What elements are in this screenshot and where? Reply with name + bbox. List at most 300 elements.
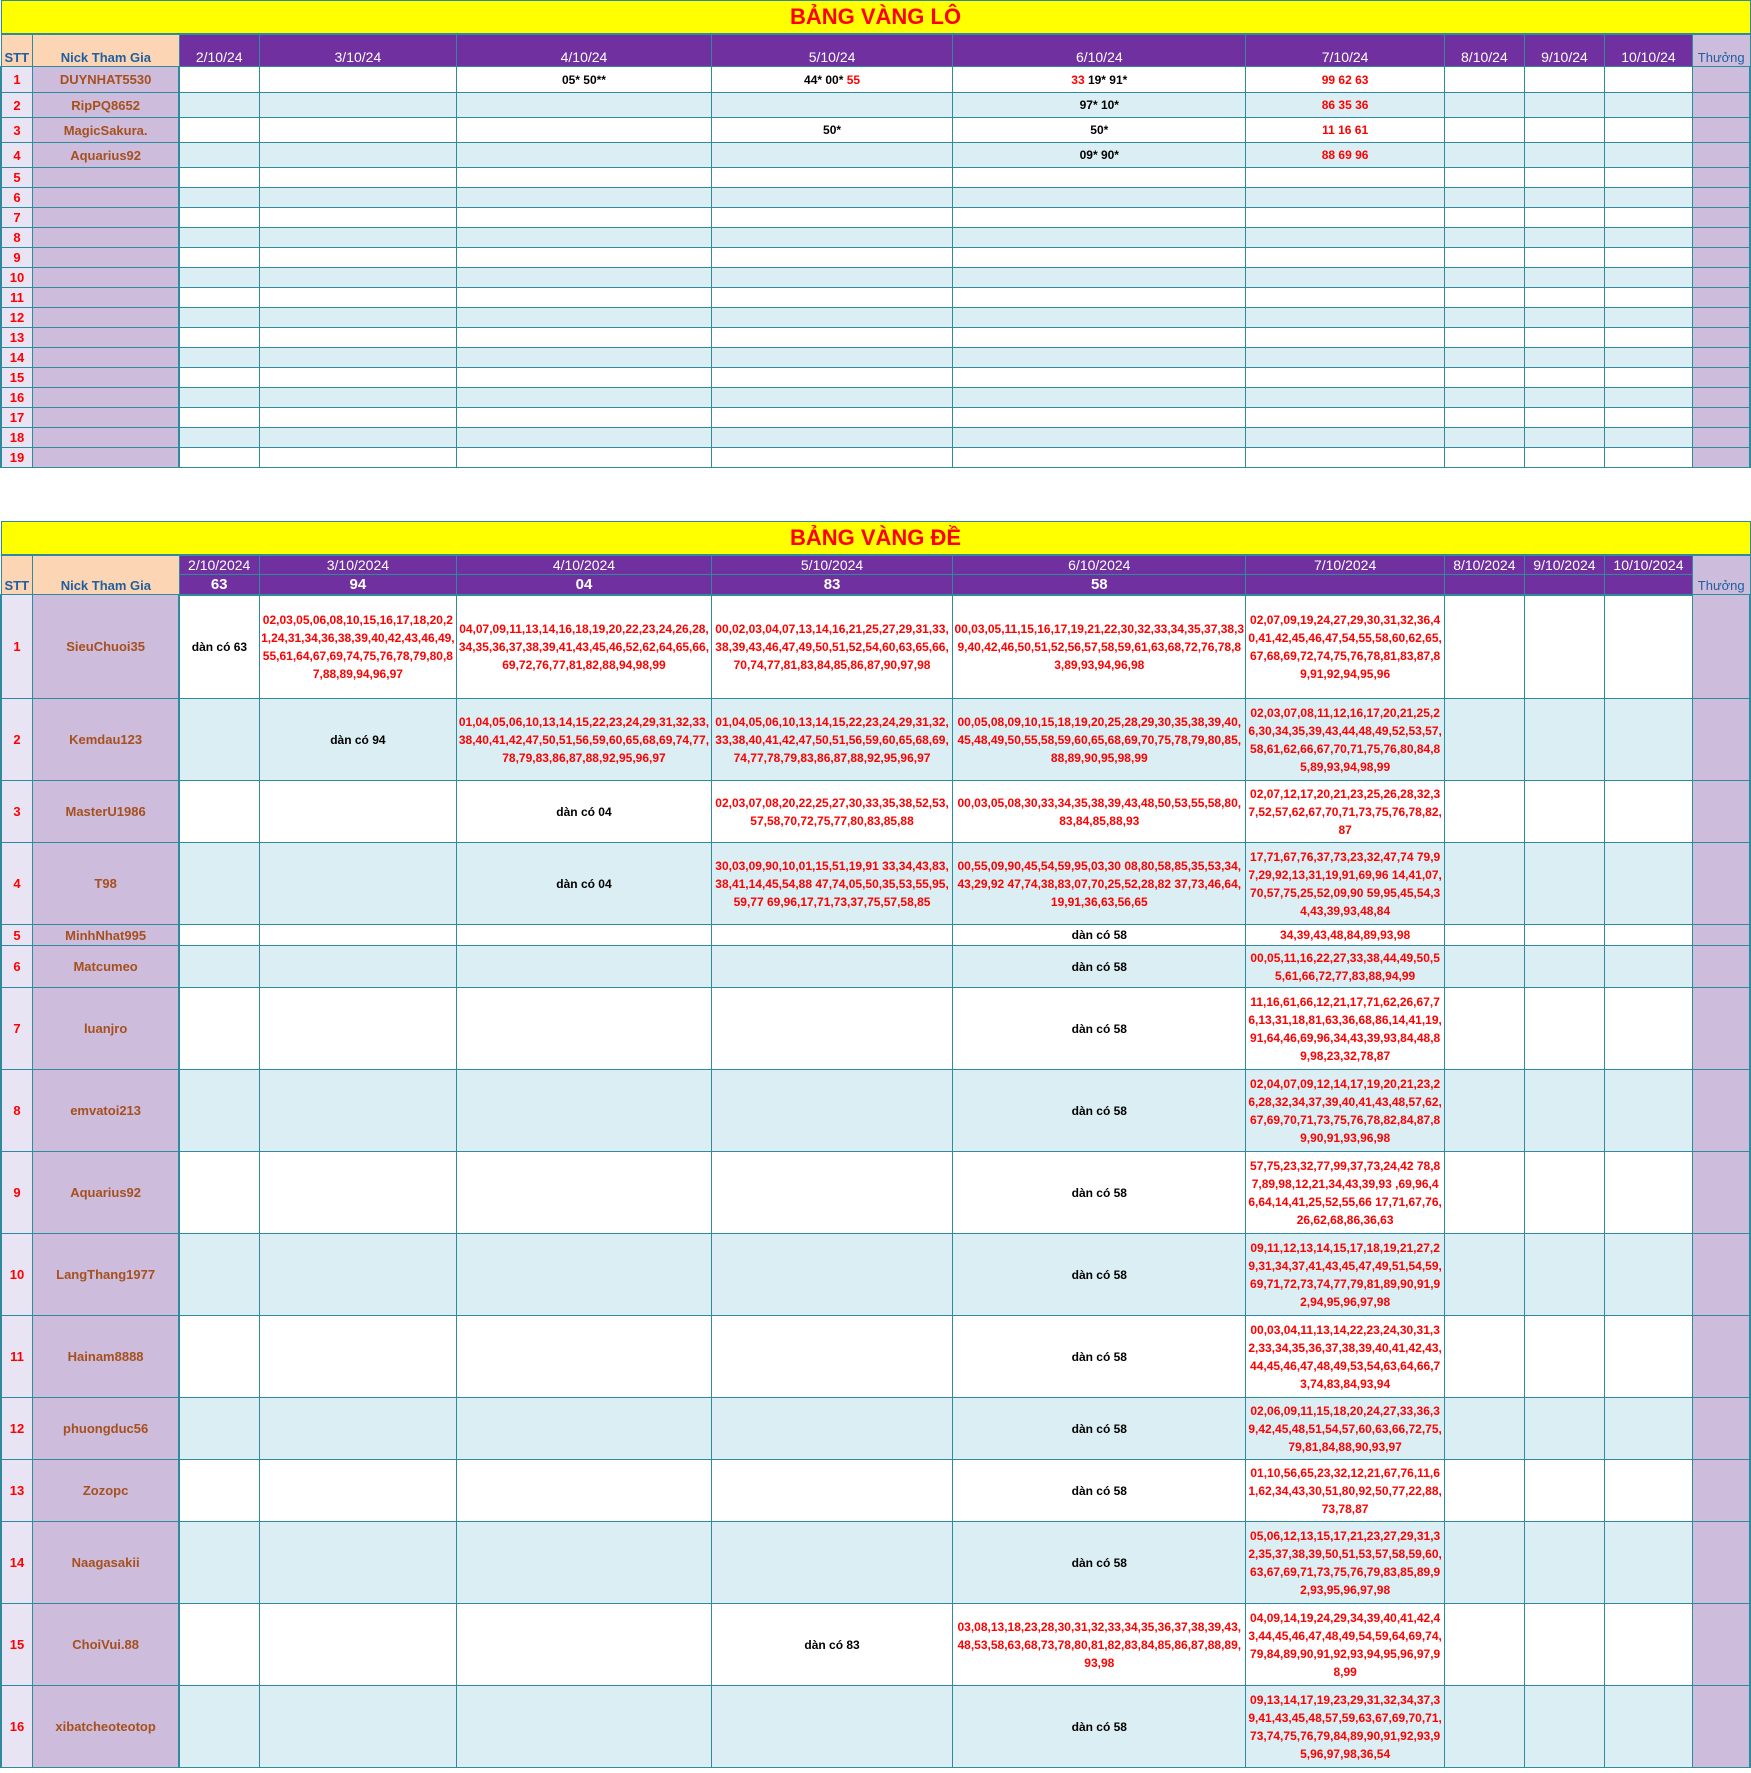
pick-cell: 00,03,05,08,30,33,34,35,38,39,43,48,50,53,55,58,80,83,84,85,88,93 <box>953 781 1246 843</box>
pick-cell <box>1444 118 1524 143</box>
reward-cell <box>1692 228 1750 248</box>
nick-name <box>33 188 180 208</box>
reward-cell <box>1692 143 1750 168</box>
nick-name: MinhNhat995 <box>33 925 180 946</box>
pick-cell <box>1246 368 1444 388</box>
pick-cell <box>457 143 712 168</box>
row-number: 16 <box>1 1686 33 1768</box>
pick-cell <box>1524 781 1604 843</box>
pick-cell <box>179 1522 259 1604</box>
date-header: 3/10/2024 <box>259 555 456 575</box>
pick-cell <box>259 925 456 946</box>
pick-cell <box>1444 67 1524 93</box>
reward-cell <box>1692 67 1750 93</box>
pick-cell <box>179 248 259 268</box>
pick-cell <box>259 1316 456 1398</box>
nick-name: luanjro <box>33 988 180 1070</box>
pick-cell: dàn có 58 <box>953 1460 1246 1522</box>
pick-cell <box>1604 1152 1692 1234</box>
pick-cell <box>1604 388 1692 408</box>
pick-cell <box>1246 228 1444 248</box>
table-row <box>1 118 1750 143</box>
pick-cell <box>179 208 259 228</box>
pick-cell <box>953 388 1246 408</box>
row-number: 18 <box>1 428 33 448</box>
pick-cell <box>711 388 952 408</box>
pick-cell <box>1246 348 1444 368</box>
thuong-header: Thưởng <box>1692 555 1750 595</box>
pick-cell <box>1524 368 1604 388</box>
date-header: 8/10/24 <box>1444 34 1524 67</box>
nick-name: Hainam8888 <box>33 1316 180 1398</box>
pick-cell <box>259 408 456 428</box>
reward-cell <box>1692 1604 1750 1686</box>
pick-cell <box>1524 188 1604 208</box>
reward-cell <box>1692 1398 1750 1460</box>
pick-cell <box>1524 925 1604 946</box>
pick-cell: 88 69 96 <box>1246 143 1444 168</box>
table-row <box>1 428 1750 448</box>
date-header: 9/10/24 <box>1524 34 1604 67</box>
pick-cell <box>1524 268 1604 288</box>
pick-cell <box>179 93 259 118</box>
nick-name <box>33 368 180 388</box>
table-row <box>1 1152 1750 1234</box>
pick-cell <box>711 1070 952 1152</box>
pick-cell <box>953 368 1246 388</box>
pick-cell <box>1524 1234 1604 1316</box>
pick-cell <box>457 988 712 1070</box>
pick-cell <box>953 328 1246 348</box>
table-row <box>1 67 1750 93</box>
pick-cell: 00,03,05,11,15,16,17,19,21,22,30,32,33,34,35,37,38,39,40,42,46,50,51,52,56,57,58,59,61,63,68,72,76,78,83,89,93,94,96,98 <box>953 595 1246 699</box>
pick-cell: 09,13,14,17,19,23,29,31,32,34,37,39,41,43,45,48,57,59,63,67,69,70,71,73,74,75,76,79,84,89,90,91,92,93,95,96,97,98,36,54 <box>1246 1686 1444 1768</box>
date-header: 2/10/24 <box>179 34 259 67</box>
pick-cell <box>953 168 1246 188</box>
pick-cell <box>1444 1460 1524 1522</box>
pick-cell <box>1524 348 1604 368</box>
pick-cell <box>1604 595 1692 699</box>
pick-cell <box>259 843 456 925</box>
reward-cell <box>1692 168 1750 188</box>
table-row <box>1 946 1750 988</box>
pick-cell: dàn có 63 <box>179 595 259 699</box>
pick-cell <box>711 143 952 168</box>
result-number <box>1444 575 1524 595</box>
pick-cell <box>1524 93 1604 118</box>
reward-cell <box>1692 1522 1750 1604</box>
table-row <box>1 1316 1750 1398</box>
pick-cell: dàn có 58 <box>953 925 1246 946</box>
row-number: 13 <box>1 1460 33 1522</box>
pick-cell <box>457 1234 712 1316</box>
pick-cell <box>1246 208 1444 228</box>
row-number: 11 <box>1 288 33 308</box>
pick-cell <box>1246 308 1444 328</box>
pick-cell <box>259 93 456 118</box>
pick-cell <box>457 288 712 308</box>
pick-cell <box>1444 168 1524 188</box>
pick-cell <box>1604 228 1692 248</box>
pick-cell: 03,08,13,18,23,28,30,31,32,33,34,35,36,37,38,39,43,48,53,58,63,68,73,78,80,81,82,83,84,85,86,87,88,89,93,98 <box>953 1604 1246 1686</box>
pick-cell <box>259 168 456 188</box>
pick-cell <box>711 168 952 188</box>
pick-cell <box>179 1398 259 1460</box>
pick-cell <box>179 1686 259 1768</box>
pick-cell <box>1524 168 1604 188</box>
row-number: 15 <box>1 1604 33 1686</box>
pick-cell: 05,06,12,13,15,17,21,23,27,29,31,32,35,37,38,39,50,51,53,57,58,59,60,63,67,69,71,73,75,76,79,83,85,89,92,93,95,96,97,98 <box>1246 1522 1444 1604</box>
pick-cell <box>259 428 456 448</box>
pick-cell <box>1444 843 1524 925</box>
pick-cell <box>179 1234 259 1316</box>
result-number: 04 <box>457 575 712 595</box>
table-row <box>1 248 1750 268</box>
pick-cell <box>711 408 952 428</box>
row-number: 4 <box>1 143 33 168</box>
lo-table <box>0 0 1751 468</box>
pick-cell: 99 62 63 <box>1246 67 1444 93</box>
pick-cell <box>457 1604 712 1686</box>
pick-cell: dàn có 58 <box>953 988 1246 1070</box>
pick-cell <box>1444 288 1524 308</box>
table-row <box>1 781 1750 843</box>
pick-cell: 00,05,08,09,10,15,18,19,20,25,28,29,30,35,38,39,40,45,48,49,50,55,58,59,60,65,68,69,70,75,78,79,80,85,88,89,90,95,98,99 <box>953 699 1246 781</box>
pick-cell <box>711 1234 952 1316</box>
nick-name: Naagasakii <box>33 1522 180 1604</box>
nick-name <box>33 448 180 468</box>
pick-cell <box>953 308 1246 328</box>
pick-cell <box>259 1522 456 1604</box>
row-number: 9 <box>1 1152 33 1234</box>
nick-name: MagicSakura. <box>33 118 180 143</box>
nick-name: phuongduc56 <box>33 1398 180 1460</box>
pick-cell <box>711 1398 952 1460</box>
pick-cell <box>711 268 952 288</box>
table-row <box>1 843 1750 925</box>
pick-cell <box>1604 699 1692 781</box>
pick-cell <box>1524 408 1604 428</box>
pick-cell <box>953 288 1246 308</box>
pick-cell: 30,03,09,90,10,01,15,51,19,91 33,34,43,83,38,41,14,45,54,88 47,74,05,50,35,53,55,95,59,77 69,96,17,71,73,37,75,57,58,85 <box>711 843 952 925</box>
row-number: 8 <box>1 228 33 248</box>
pick-cell: 02,06,09,11,15,18,20,24,27,33,36,39,42,45,48,51,54,57,60,63,66,72,75,79,81,84,88,90,93,97 <box>1246 1398 1444 1460</box>
nick-header: Nick Tham Gia <box>33 555 180 595</box>
result-number <box>1524 575 1604 595</box>
pick-cell <box>1524 843 1604 925</box>
date-header: 3/10/24 <box>259 34 456 67</box>
reward-cell <box>1692 448 1750 468</box>
reward-cell <box>1692 1686 1750 1768</box>
pick-cell <box>1604 67 1692 93</box>
pick-cell <box>1524 118 1604 143</box>
pick-cell <box>1444 143 1524 168</box>
pick-cell <box>457 1316 712 1398</box>
nick-name <box>33 268 180 288</box>
pick-cell <box>1524 595 1604 699</box>
pick-cell <box>259 143 456 168</box>
pick-cell <box>1604 1234 1692 1316</box>
pick-cell <box>1444 368 1524 388</box>
reward-cell <box>1692 348 1750 368</box>
pick-cell <box>1444 428 1524 448</box>
pick-cell <box>179 368 259 388</box>
nick-name <box>33 408 180 428</box>
row-number: 10 <box>1 268 33 288</box>
pick-cell <box>179 308 259 328</box>
pick-cell <box>179 781 259 843</box>
table-row <box>1 368 1750 388</box>
pick-cell <box>1524 1604 1604 1686</box>
pick-cell: dàn có 58 <box>953 1686 1246 1768</box>
pick-cell <box>711 248 952 268</box>
pick-cell <box>711 1152 952 1234</box>
reward-cell <box>1692 925 1750 946</box>
pick-cell <box>457 1686 712 1768</box>
pick-cell: 57,75,23,32,77,99,37,73,24,42 78,87,89,98,12,21,34,43,39,93 ,69,96,46,64,14,41,25,52,55,66 17,71,67,76,26,62,68,86,36,63 <box>1246 1152 1444 1234</box>
pick-cell <box>1604 1460 1692 1522</box>
table-row <box>1 388 1750 408</box>
pick-cell <box>1444 388 1524 408</box>
pick-cell <box>179 408 259 428</box>
pick-cell <box>1524 288 1604 308</box>
pick-cell: 02,07,12,17,20,21,23,25,26,28,32,37,52,57,62,67,70,71,73,75,76,78,82,87 <box>1246 781 1444 843</box>
pick-cell <box>1246 288 1444 308</box>
table-row <box>1 699 1750 781</box>
pick-cell: 86 35 36 <box>1246 93 1444 118</box>
pick-cell <box>1604 988 1692 1070</box>
pick-cell <box>259 988 456 1070</box>
pick-cell <box>1246 328 1444 348</box>
reward-cell <box>1692 1070 1750 1152</box>
row-number: 12 <box>1 308 33 328</box>
pick-cell <box>1604 308 1692 328</box>
table-row <box>1 308 1750 328</box>
pick-cell <box>1524 67 1604 93</box>
pick-cell <box>1604 168 1692 188</box>
pick-cell: 02,03,07,08,11,12,16,17,20,21,25,26,30,34,35,39,43,44,48,49,52,53,57,58,61,62,66,67,70,71,75,76,80,84,85,89,93,94,98,99 <box>1246 699 1444 781</box>
pick-cell: dàn có 58 <box>953 1316 1246 1398</box>
pick-cell: 00,02,03,04,07,13,14,16,21,25,27,29,31,33,38,39,43,46,47,49,50,51,52,54,60,63,65,66,70,74,77,81,83,84,85,86,87,90,97,98 <box>711 595 952 699</box>
pick-cell <box>1604 1604 1692 1686</box>
pick-cell <box>1444 595 1524 699</box>
pick-cell <box>953 208 1246 228</box>
row-number: 14 <box>1 1522 33 1604</box>
table-row <box>1 595 1750 699</box>
row-number: 1 <box>1 67 33 93</box>
pick-cell <box>179 268 259 288</box>
pick-cell <box>1604 428 1692 448</box>
nick-name: ChoiVui.88 <box>33 1604 180 1686</box>
pick-cell <box>179 328 259 348</box>
pick-cell <box>1604 1316 1692 1398</box>
pick-cell <box>259 1460 456 1522</box>
pick-cell <box>1524 143 1604 168</box>
pick-cell <box>711 67 952 93</box>
pick-cell <box>1604 946 1692 988</box>
pick-cell <box>1246 188 1444 208</box>
row-number: 5 <box>1 925 33 946</box>
pick-cell <box>259 67 456 93</box>
pick-cell: 00,03,04,11,13,14,22,23,24,30,31,32,33,34,35,36,37,38,39,40,41,42,43,44,45,46,47,48,49,53,54,63,64,66,73,74,83,84,93,94 <box>1246 1316 1444 1398</box>
pick-cell <box>1604 208 1692 228</box>
pick-cell <box>457 1460 712 1522</box>
table-row <box>1 408 1750 428</box>
nick-name: Kemdau123 <box>33 699 180 781</box>
pick-cell <box>179 1316 259 1398</box>
pick-cell <box>1524 988 1604 1070</box>
table-row <box>1 988 1750 1070</box>
pick-cell: 11,16,61,66,12,21,17,71,62,26,67,76,13,31,18,81,63,36,68,86,14,41,19,91,64,46,69,96,34,43,39,93,84,48,89,98,23,32,78,87 <box>1246 988 1444 1070</box>
pick-cell <box>1604 93 1692 118</box>
pick-cell <box>1604 1398 1692 1460</box>
pick-cell <box>457 925 712 946</box>
nick-name: Zozopc <box>33 1460 180 1522</box>
pick-cell <box>953 248 1246 268</box>
row-number: 11 <box>1 1316 33 1398</box>
pick-cell <box>953 67 1246 93</box>
reward-cell <box>1692 308 1750 328</box>
pick-cell <box>953 268 1246 288</box>
nick-name <box>33 428 180 448</box>
pick-cell <box>1444 1522 1524 1604</box>
pick-cell <box>1524 1070 1604 1152</box>
pick-cell <box>1604 448 1692 468</box>
reward-cell <box>1692 595 1750 699</box>
pick-cell <box>1444 1234 1524 1316</box>
table-row <box>1 348 1750 368</box>
pick-cell <box>953 348 1246 368</box>
pick-cell <box>711 925 952 946</box>
pick-cell: 00,55,09,90,45,54,59,95,03,30 08,80,58,85,35,53,34,43,29,92 47,74,38,83,07,70,25,52,28,82 37,73,46,64,19,91,36,63,56,65 <box>953 843 1246 925</box>
nick-name: DUYNHAT5530 <box>33 67 180 93</box>
reward-cell <box>1692 118 1750 143</box>
nick-name: LangThang1977 <box>33 1234 180 1316</box>
pick-cell <box>179 1460 259 1522</box>
date-header: 9/10/2024 <box>1524 555 1604 575</box>
pick-cell <box>1246 168 1444 188</box>
pick-cell <box>1444 248 1524 268</box>
pick-cell <box>1444 208 1524 228</box>
pick-cell: 01,04,05,06,10,13,14,15,22,23,24,29,31,32,33,38,40,41,42,47,50,51,56,59,60,65,68,69,74,77,78,79,83,86,87,88,92,95,96,97 <box>711 699 952 781</box>
pick-cell <box>711 1522 952 1604</box>
reward-cell <box>1692 428 1750 448</box>
pick-cell <box>457 208 712 228</box>
pick-cell <box>1604 408 1692 428</box>
row-number: 4 <box>1 843 33 925</box>
pick-cell <box>1524 308 1604 328</box>
pick-cell <box>1444 1604 1524 1686</box>
pick-cell <box>1524 448 1604 468</box>
pick-cell <box>179 388 259 408</box>
table-row <box>1 188 1750 208</box>
pick-cell <box>259 1234 456 1316</box>
pick-cell <box>1604 188 1692 208</box>
pick-cell <box>1604 288 1692 308</box>
pick-cell <box>457 1152 712 1234</box>
row-number: 13 <box>1 328 33 348</box>
reward-cell <box>1692 946 1750 988</box>
table-row <box>1 93 1750 118</box>
result-number <box>1604 575 1692 595</box>
date-header: 4/10/2024 <box>457 555 712 575</box>
pick-cell <box>1444 1686 1524 1768</box>
pick-cell <box>259 1152 456 1234</box>
pick-cell <box>1604 1522 1692 1604</box>
de-table <box>0 521 1751 1768</box>
pick-cell <box>259 781 456 843</box>
row-number: 2 <box>1 699 33 781</box>
pick-cell <box>259 946 456 988</box>
pick-part: 44* 00* <box>804 72 847 87</box>
row-number: 3 <box>1 118 33 143</box>
pick-cell <box>1604 348 1692 368</box>
pick-cell <box>179 1604 259 1686</box>
pick-cell <box>1444 946 1524 988</box>
pick-cell <box>259 1686 456 1768</box>
stt-header: STT <box>1 34 33 67</box>
pick-cell: dàn có 04 <box>457 843 712 925</box>
nick-name <box>33 348 180 368</box>
pick-cell: dàn có 58 <box>953 1398 1246 1460</box>
row-number: 16 <box>1 388 33 408</box>
pick-cell <box>259 188 456 208</box>
pick-cell: 09* 90* <box>953 143 1246 168</box>
pick-cell <box>953 188 1246 208</box>
pick-cell <box>259 348 456 368</box>
row-number: 7 <box>1 208 33 228</box>
pick-cell <box>1604 1686 1692 1768</box>
pick-cell <box>1246 448 1444 468</box>
pick-cell <box>457 228 712 248</box>
reward-cell <box>1692 268 1750 288</box>
pick-cell <box>259 228 456 248</box>
nick-name <box>33 388 180 408</box>
pick-part: 55 <box>846 72 861 87</box>
table-row <box>1 1604 1750 1686</box>
pick-cell <box>711 208 952 228</box>
nick-header: Nick Tham Gia <box>33 34 180 67</box>
reward-cell <box>1692 188 1750 208</box>
pick-cell <box>179 1152 259 1234</box>
pick-cell: 34,39,43,48,84,89,93,98 <box>1246 925 1444 946</box>
row-number: 1 <box>1 595 33 699</box>
pick-cell <box>259 208 456 228</box>
pick-cell <box>711 288 952 308</box>
pick-cell <box>179 348 259 368</box>
pick-cell <box>457 348 712 368</box>
pick-cell <box>711 228 952 248</box>
pick-cell <box>457 1522 712 1604</box>
nick-name <box>33 228 180 248</box>
pick-cell <box>1524 388 1604 408</box>
pick-cell <box>1604 781 1692 843</box>
pick-cell <box>1524 328 1604 348</box>
pick-cell <box>1444 328 1524 348</box>
pick-part: 19* 91* <box>1084 72 1128 87</box>
pick-cell <box>1444 408 1524 428</box>
pick-cell <box>1524 428 1604 448</box>
reward-cell <box>1692 781 1750 843</box>
nick-name <box>33 168 180 188</box>
pick-cell <box>457 448 712 468</box>
pick-cell <box>1524 699 1604 781</box>
pick-cell <box>953 428 1246 448</box>
pick-cell <box>1604 1070 1692 1152</box>
table-row <box>1 1460 1750 1522</box>
nick-name: RipPQ8652 <box>33 93 180 118</box>
date-header: 6/10/24 <box>953 34 1246 67</box>
